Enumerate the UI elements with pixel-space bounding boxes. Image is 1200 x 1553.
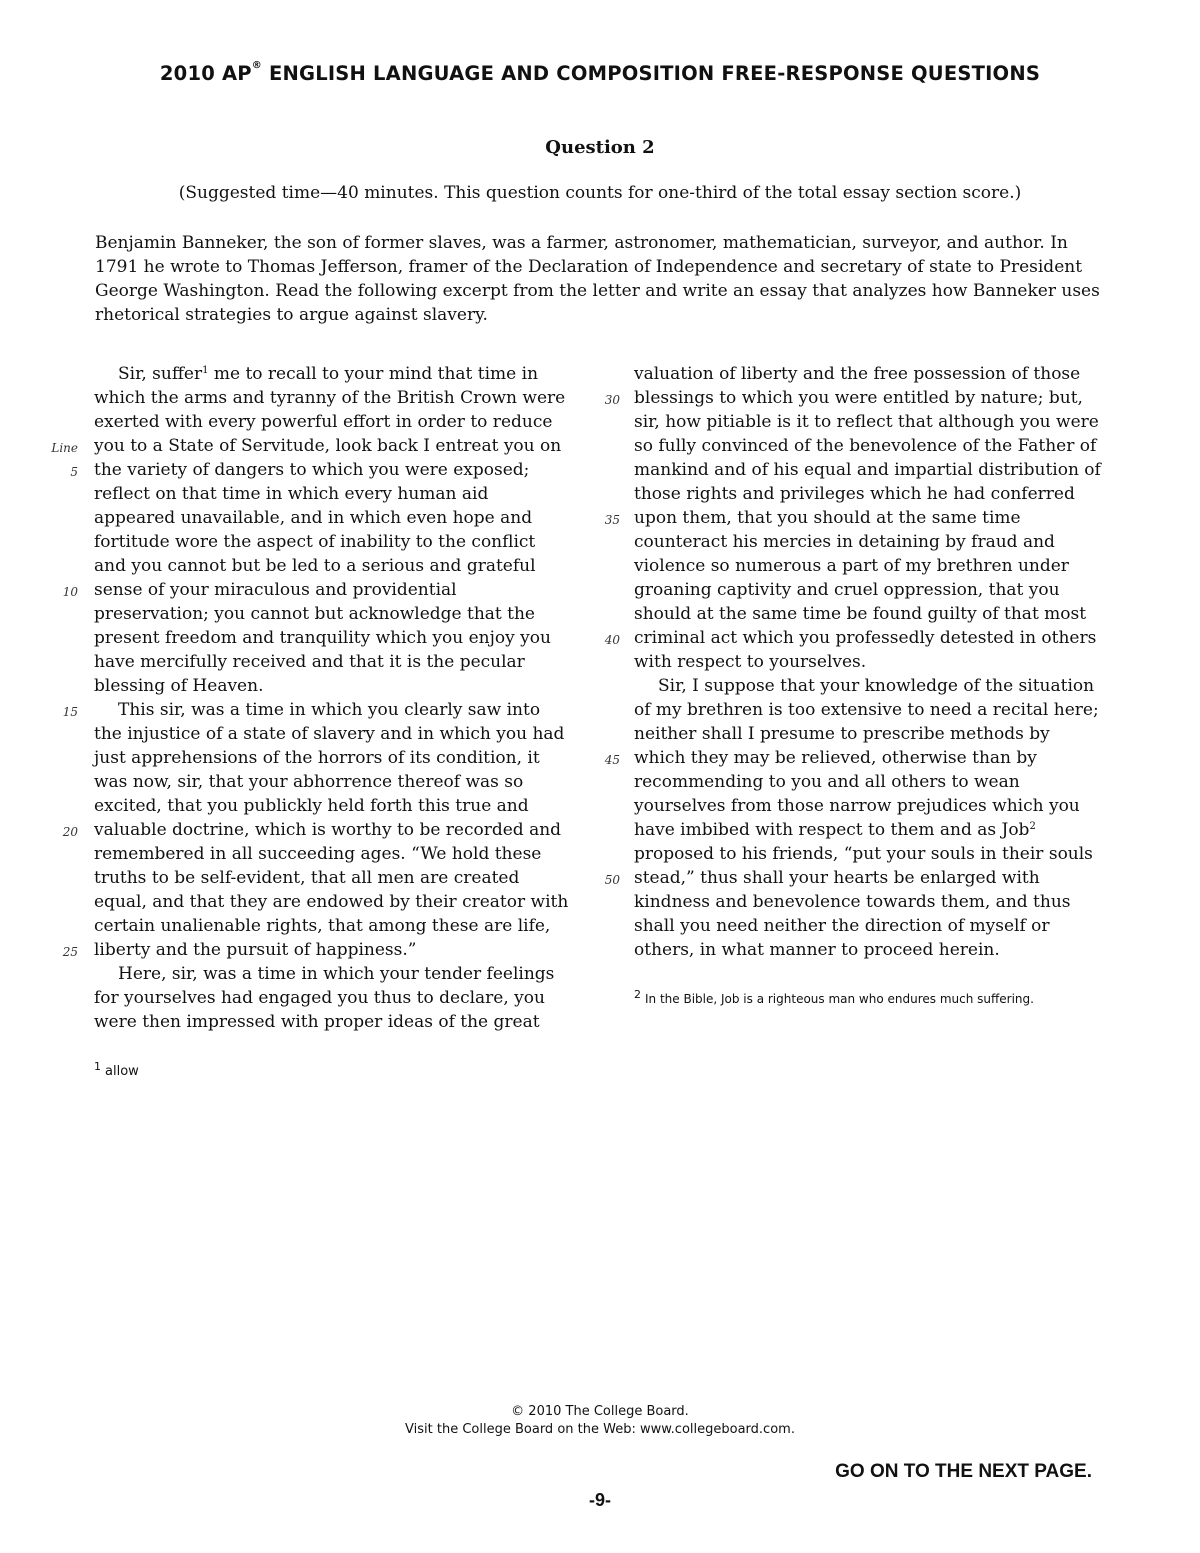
passage-text-segment: have imbibed with respect to them and as Job (634, 820, 1030, 840)
passage-text-segment: just apprehensions of the horrors of its condition, it (94, 748, 540, 768)
passage-text (94, 458, 529, 482)
passage-text (94, 914, 550, 938)
passage-text-segment: certain unalienable rights, that among these are life, (94, 916, 551, 936)
passage-text (94, 410, 552, 434)
passage-text-segment: of my brethren is too extensive to need a recital here; (634, 700, 1099, 720)
passage-text (634, 434, 1096, 458)
go-on-notice: GO ON TO THE NEXT PAGE. (835, 1461, 1092, 1482)
passage-text (634, 482, 1075, 506)
footnote-1 (94, 1060, 139, 1079)
passage-text (94, 866, 519, 890)
passage-text (634, 458, 1101, 482)
passage-text-segment: appeared unavailable, and in which even hope and (94, 508, 533, 528)
passage-text (94, 650, 525, 674)
line-number: 20 (62, 825, 78, 839)
passage-text-segment: you to a State of Servitude, look back I entreat you on (94, 436, 562, 456)
passage-text-segment: upon them, that you should at the same time (634, 508, 1021, 528)
registered-mark: ® (251, 60, 262, 71)
passage-text-segment: blessings to which you were entitled by nature; but, (634, 388, 1083, 408)
passage-text-segment: others, in what manner to proceed herein. (634, 940, 1000, 960)
title-suffix: ENGLISH LANGUAGE AND COMPOSITION FREE-RESPONSE QUESTIONS (261, 62, 1041, 85)
passage-text (634, 938, 1000, 962)
website-notice: Visit the College Board on the Web: www.collegeboard.com. (405, 1422, 795, 1437)
line-number: 35 (604, 513, 620, 527)
title-prefix: 2010 AP (159, 62, 252, 85)
suggested-time-note: (Suggested time—40 minutes. This question counts for one-third of the total essay section score.) (178, 183, 1022, 203)
intro-line: Benjamin Banneker, the son of former slaves, was a farmer, astronomer, mathematician, surveyor, and author. In (95, 233, 1068, 253)
passage-text-segment: shall you need neither the direction of myself or (634, 916, 1050, 936)
footnote-2-marker: 2 (634, 988, 641, 1001)
passage-text (94, 434, 561, 458)
intro-line: rhetorical strategies to argue against slavery. (95, 305, 488, 325)
passage-text (94, 674, 263, 698)
passage-text-segment: truths to be self-evident, that all men are created (94, 868, 520, 888)
passage-text-segment: remembered in all succeeding ages. “We hold these (94, 844, 542, 864)
copyright-notice: © 2010 The College Board. (511, 1404, 689, 1419)
line-number: 15 (62, 705, 78, 719)
passage-text (94, 938, 416, 962)
passage-text-segment: which they may be relieved, otherwise than by (634, 748, 1037, 768)
passage-text (634, 842, 1093, 866)
page-footer (0, 1403, 1200, 1439)
passage-text (634, 890, 1071, 914)
passage-text (634, 746, 1037, 770)
passage-text (94, 962, 554, 986)
passage-text (94, 506, 532, 530)
passage-text-segment: Sir, I suppose that your knowledge of the situation (658, 676, 1095, 696)
passage-text-segment: valuation of liberty and the free possession of those (634, 364, 1081, 384)
passage-text-segment: Here, sir, was a time in which your tender feelings (118, 964, 555, 984)
intro-line: George Washington. Read the following excerpt from the letter and write an essay that analyzes how Banneker uses (95, 281, 1100, 301)
passage-text-segment: violence so numerous a part of my brethren under (634, 556, 1069, 576)
footnote-2 (634, 988, 1034, 1006)
passage-text-segment: the variety of dangers to which you were exposed; (94, 460, 530, 480)
passage-text (634, 698, 1099, 722)
passage-text-segment: reflect on that time in which every human aid (94, 484, 489, 504)
passage-text-segment: was now, sir, that your abhorrence thereof was so (94, 772, 524, 792)
line-number: 30 (604, 393, 620, 407)
line-number: 45 (604, 753, 620, 767)
passage-text-segment: exerted with every powerful effort in order to reduce (94, 412, 553, 432)
passage-text-segment: with respect to yourselves. (634, 652, 867, 672)
passage-text (634, 626, 1096, 650)
passage-text-segment: criminal act which you professedly detested in others (634, 628, 1097, 648)
passage-text (634, 530, 1055, 554)
passage-text (94, 986, 545, 1010)
passage-text (634, 914, 1050, 938)
footnote-marker: 2 (1029, 821, 1036, 832)
passage-text-segment: recommending to you and all others to wean (634, 772, 1020, 792)
passage-text (94, 602, 535, 626)
line-number: 25 (62, 945, 78, 959)
passage-text (94, 386, 565, 410)
passage-text (94, 722, 564, 746)
passage-text-segment: proposed to his friends, “put your souls in their souls (634, 844, 1093, 864)
passage-text-segment: excited, that you publickly held forth this true and (94, 796, 529, 816)
passage-text-segment: those rights and privileges which he had conferred (634, 484, 1075, 504)
passage-text (94, 698, 540, 722)
passage-text (94, 770, 523, 794)
passage-text-segment: sense of your miraculous and providential (94, 580, 457, 600)
intro-line: 1791 he wrote to Thomas Jefferson, framer of the Declaration of Independence and secretary of state to President (95, 257, 1083, 277)
line-number: 5 (70, 465, 78, 479)
passage-text (634, 674, 1094, 698)
passage-text-segment: equal, and that they are endowed by their creator with (94, 892, 569, 912)
line-number: 50 (604, 873, 620, 887)
passage-text (634, 770, 1020, 794)
exam-header-title (0, 62, 1200, 85)
passage-text (634, 386, 1083, 410)
passage-text-segment: neither shall I presume to prescribe methods by (634, 724, 1050, 744)
passage-text-segment: for yourselves had engaged you thus to declare, you (94, 988, 545, 1008)
passage-text-segment: me to recall to your mind that time in (208, 364, 539, 384)
passage-text-segment: stead,” thus shall your hearts be enlarged with (634, 868, 1040, 888)
passage-text-segment: should at the same time be found guilty of that most (634, 604, 1087, 624)
passage-text-segment: have mercifully received and that it is the pecular (94, 652, 525, 672)
passage-text-segment: and you cannot but be led to a serious and grateful (94, 556, 536, 576)
page-number: -9- (589, 1490, 611, 1510)
passage-text (634, 410, 1099, 434)
passage-text-segment: sir, how pitiable is it to reflect that although you were (634, 412, 1099, 432)
passage-text (634, 602, 1086, 626)
passage-text (94, 890, 568, 914)
passage-text (634, 794, 1080, 818)
passage-text (634, 866, 1040, 890)
intro-paragraph (95, 231, 1105, 327)
passage-text-segment: mankind and of his equal and impartial distribution of (634, 460, 1101, 480)
passage-text (634, 722, 1050, 746)
passage-text (94, 578, 457, 602)
footnote-marker: 1 (202, 365, 209, 376)
passage-text (94, 482, 488, 506)
passage-text (634, 554, 1069, 578)
passage-text (94, 746, 540, 770)
passage-text (94, 554, 536, 578)
passage-text-segment: so fully convinced of the benevolence of the Father of (634, 436, 1097, 456)
passage-text (94, 1010, 540, 1034)
footnote-1-marker: 1 (94, 1060, 101, 1073)
line-number: 10 (62, 585, 78, 599)
passage-text-segment: Sir, suffer (118, 364, 203, 384)
passage-text (634, 818, 1036, 842)
passage-text-segment: preservation; you cannot but acknowledge that the (94, 604, 535, 624)
passage-text-segment: This sir, was a time in which you clearly saw into (118, 700, 541, 720)
passage-text (94, 794, 529, 818)
passage-text (634, 506, 1021, 530)
passage-text (94, 818, 561, 842)
line-number: 40 (604, 633, 620, 647)
passage-text-segment: counteract his mercies in detaining by fraud and (634, 532, 1055, 552)
passage-text-segment: the injustice of a state of slavery and in which you had (94, 724, 565, 744)
passage-text-segment: groaning captivity and cruel oppression, that you (634, 580, 1060, 600)
passage-text-segment: blessing of Heaven. (94, 676, 264, 696)
passage-text-segment: present freedom and tranquility which you enjoy you (94, 628, 551, 648)
passage-text-segment: valuable doctrine, which is worthy to be recorded and (94, 820, 562, 840)
footnote-2-text: In the Bible, Job is a righteous man who endures much suffering. (645, 992, 1034, 1006)
passage-text (634, 650, 866, 674)
passage-text-segment: fortitude wore the aspect of inability to the conflict (94, 532, 536, 552)
passage-text (94, 530, 535, 554)
passage-text-segment: yourselves from those narrow prejudices which you (634, 796, 1080, 816)
footnote-1-text: allow (105, 1064, 139, 1079)
passage-text (634, 578, 1060, 602)
passage-text (94, 842, 541, 866)
passage-text (94, 362, 538, 386)
passage-text-segment: were then impressed with proper ideas of the great (94, 1012, 540, 1032)
passage-text (634, 362, 1080, 386)
passage-text-segment: kindness and benevolence towards them, and thus (634, 892, 1071, 912)
passage-text-segment: liberty and the pursuit of happiness.” (94, 940, 417, 960)
line-number: Line (51, 441, 78, 455)
question-title: Question 2 (545, 137, 655, 158)
passage-text (94, 626, 551, 650)
passage-text-segment: which the arms and tyranny of the British Crown were (94, 388, 566, 408)
